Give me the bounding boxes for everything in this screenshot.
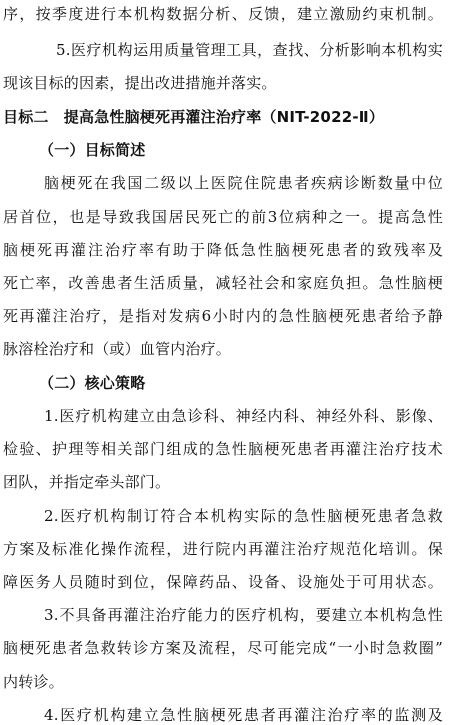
text-line: 死再灌注治疗，是指对发病6小时内的急性脑梗死患者给予静: [3, 307, 443, 325]
text-line: 死亡率，改善患者生活质量，减轻社会和家庭负担。急性脑梗: [3, 274, 443, 292]
text-line: 脑梗死在我国二级以上医院住院患者疾病诊断数量中位: [44, 174, 443, 192]
text-line: 5.医疗机构运用质量管理工具，查找、分析影响本机构实: [56, 41, 443, 59]
text-line: 3.不具备再灌注治疗能力的医疗机构，要建立本机构急性: [44, 606, 443, 624]
text-line: 2.医疗机构制订符合本机构实际的急性脑梗死患者急救: [44, 507, 443, 525]
text-line: 脑梗死患者急救转诊方案及流程，尽可能完成“一小时急救圈”: [3, 639, 443, 657]
subsection-heading: （一）目标简述: [39, 141, 146, 159]
text-line: 居首位，也是导致我国居民死亡的前3位病种之一。提高急性: [3, 208, 443, 226]
text-line: 检验、护理等相关部门组成的急性脑梗死患者再灌注治疗技术: [3, 440, 443, 458]
text-line: 4.医疗机构建立急性脑梗死患者再灌注治疗率的监测及: [44, 706, 443, 724]
text-line: 1.医疗机构建立由急诊科、神经内科、神经外科、影像、: [44, 407, 443, 425]
text-line: 障医务人员随时到位，保障药品、设备、设施处于可用状态。: [3, 573, 443, 591]
text-line: 序，按季度进行本机构数据分析、反馈，建立激励约束机制。: [3, 5, 443, 23]
section-heading: 目标二 提高急性脑梗死再灌注治疗率（NIT-2022-Ⅱ）: [3, 108, 385, 126]
text-line: 内转诊。: [3, 673, 64, 691]
subsection-heading: （二）核心策略: [39, 374, 146, 392]
text-line: 脉溶栓治疗和（或）血管内治疗。: [3, 340, 232, 358]
text-line: 脑梗死再灌注治疗率有助于降低急性脑梗死患者的致残率及: [3, 241, 443, 259]
text-line: 现该目标的因素，提出改进措施并落实。: [3, 74, 277, 92]
text-line: 方案及标准化操作流程，进行院内再灌注治疗规范化培训。保: [3, 540, 443, 558]
text-line: 团队，并指定牵头部门。: [3, 473, 171, 491]
